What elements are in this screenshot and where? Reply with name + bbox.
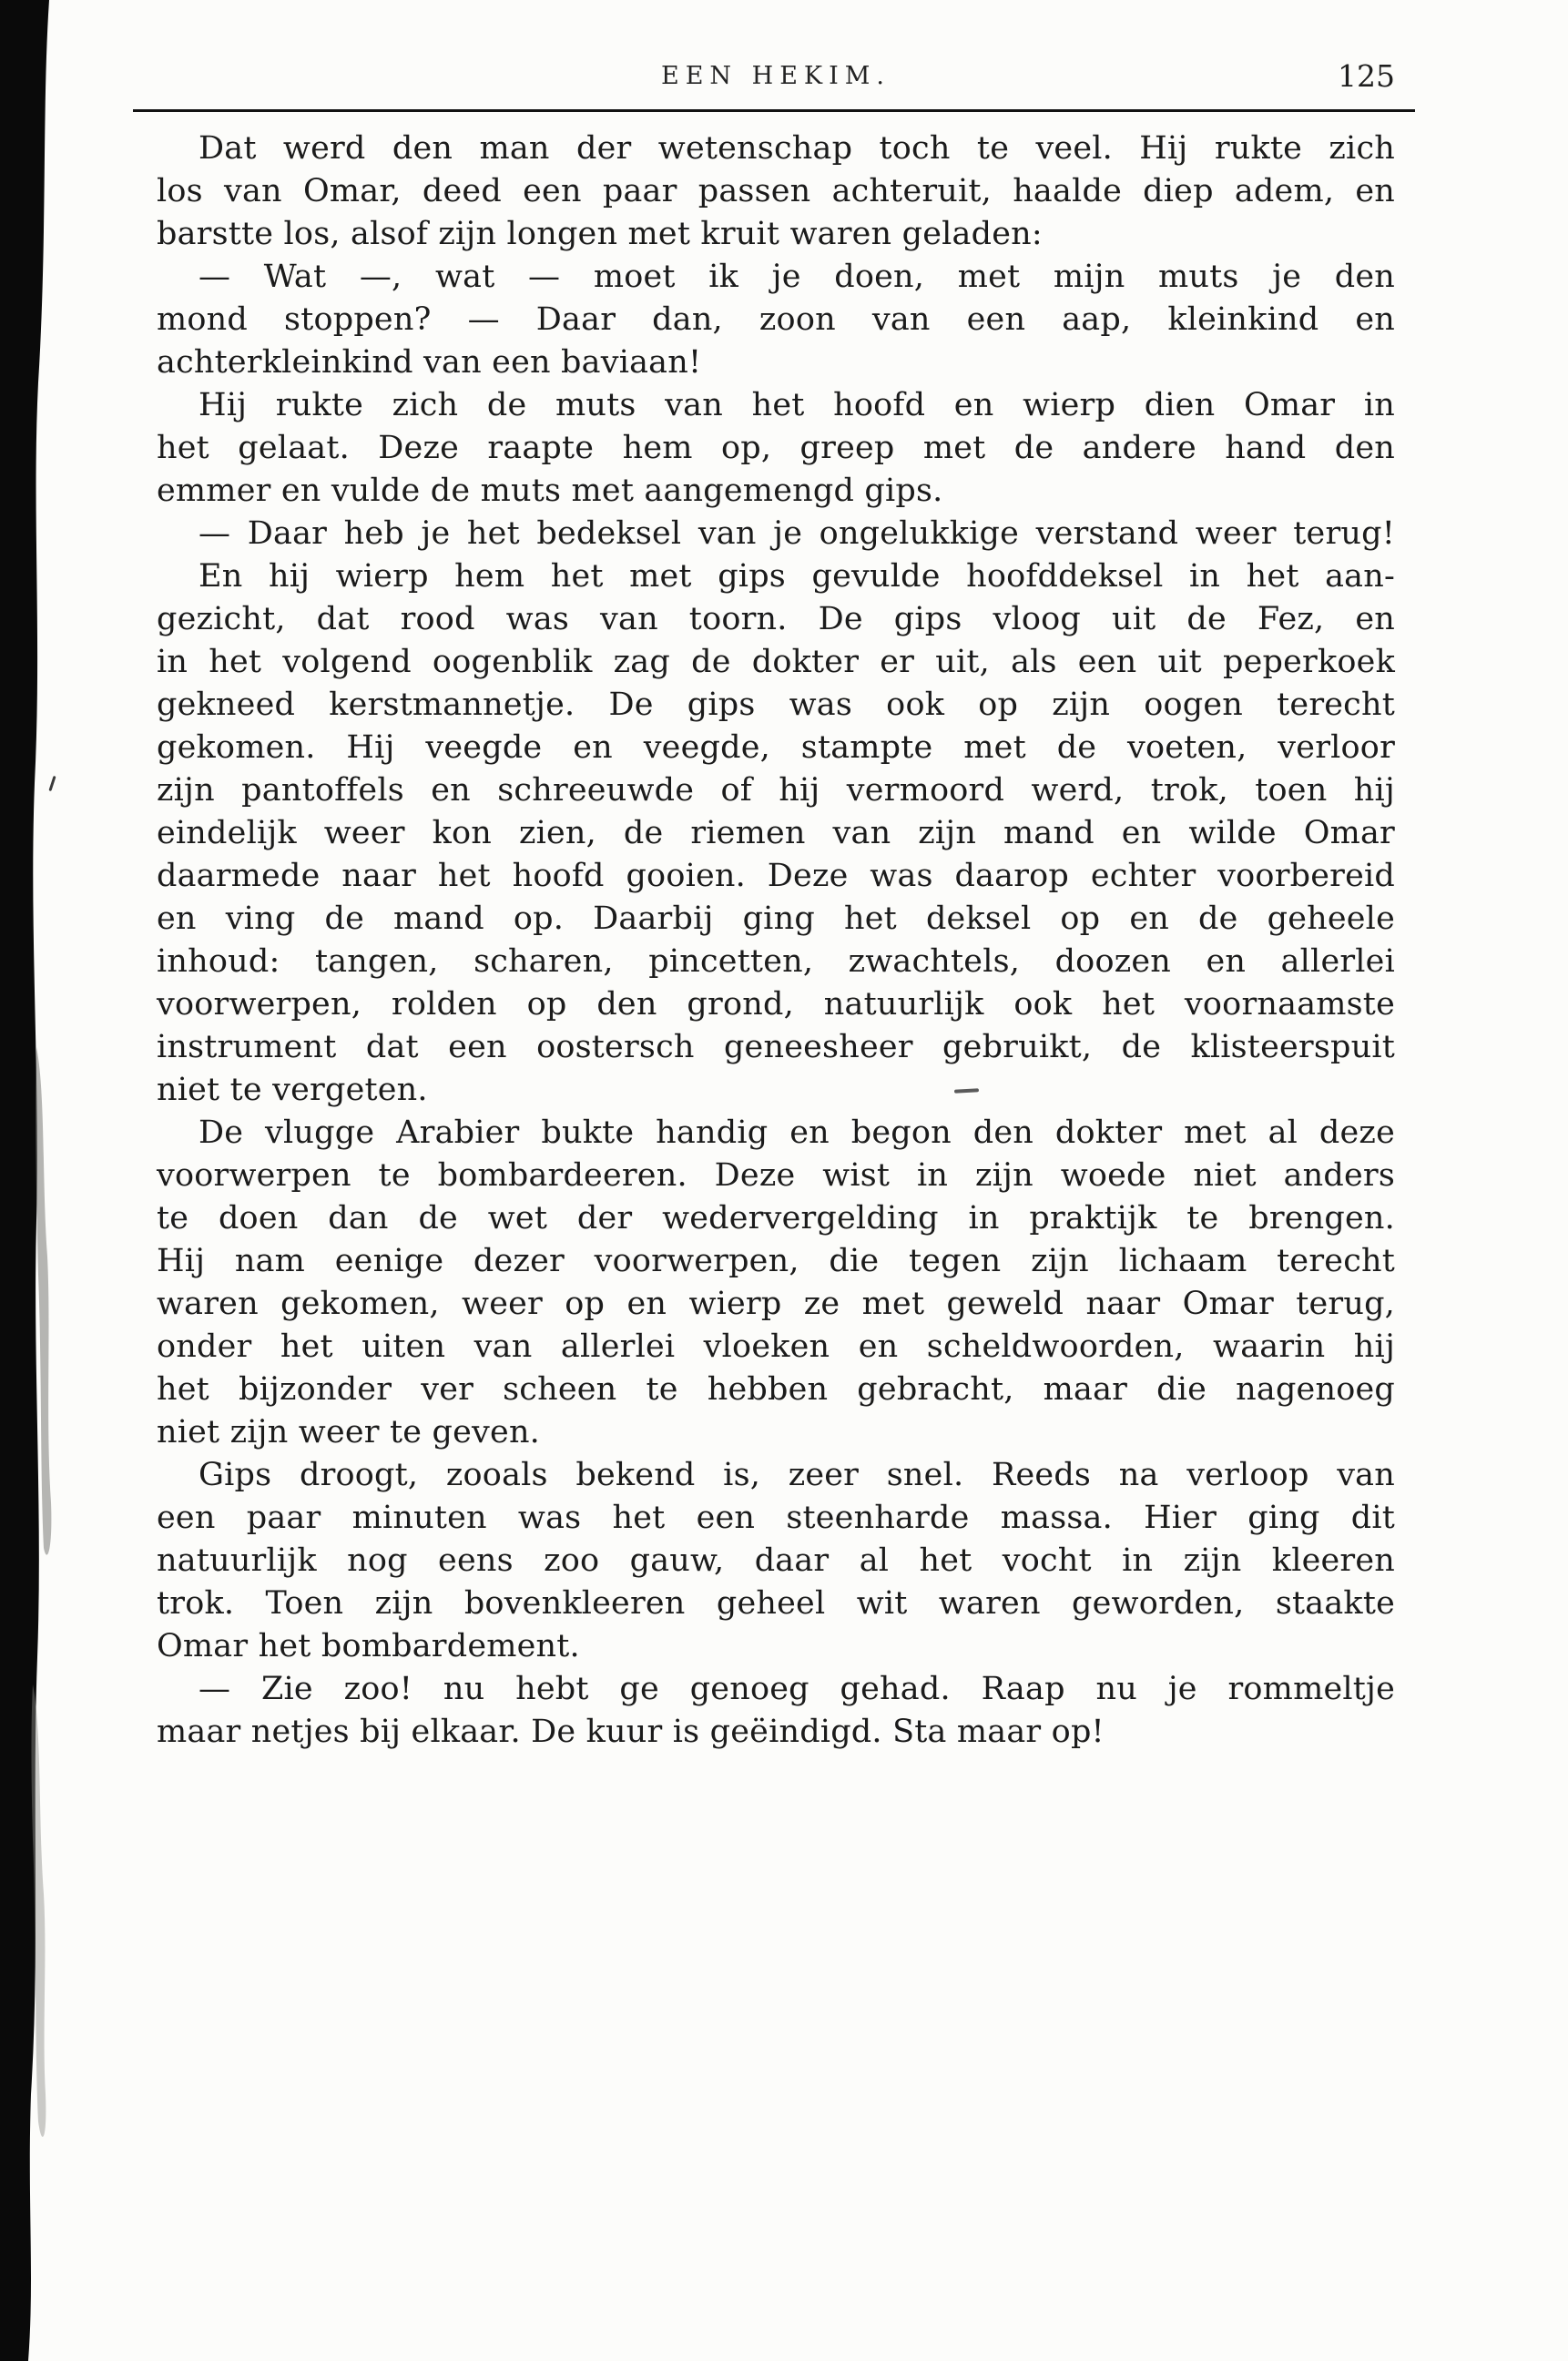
margin-mark [48, 776, 56, 791]
text-line: maar netjes bij elkaar. De kuur is geëindigd. Sta maar op! [157, 1714, 1105, 1750]
text-line: gezicht, dat rood was van toorn. De gips vloog uit de Fez, en [157, 601, 1395, 637]
text-line: onder het uiten van allerlei vloeken en scheldwoorden, waarin hij [157, 1328, 1395, 1365]
text-line: Hij nam eenige dezer voorwerpen, die tegen zijn lichaam terecht [157, 1243, 1395, 1279]
text-line: En hij wierp hem het met gips gevulde hoofddeksel in het aan- [199, 558, 1395, 595]
text-line: gekneed kerstmannetje. De gips was ook op zijn oogen terecht [157, 687, 1395, 723]
text-line: in het volgend oogenblik zag de dokter er uit, als een uit peperkoek [157, 644, 1395, 680]
text-line: — Daar heb je het bedeksel van je ongelukkige verstand weer terug! [199, 515, 1395, 552]
text-line: een paar minuten was het een steenharde massa. Hier ging dit [157, 1500, 1395, 1536]
page-header [157, 56, 1395, 97]
text-line: het gelaat. Deze raapte hem op, greep met de andere hand den [157, 430, 1395, 466]
text-line: mond stoppen? — Daar dan, zoon van een aap, kleinkind en [157, 301, 1395, 338]
text-line: trok. Toen zijn bovenkleeren geheel wit waren geworden, staakte [157, 1585, 1395, 1622]
text-line: zijn pantoffels en schreeuwde of hij vermoord werd, trok, toen hij [157, 772, 1395, 809]
text-line: los van Omar, deed een paar passen achteruit, haalde diep adem, en [157, 173, 1395, 209]
text-line: emmer en vulde de muts met aangemengd gips. [157, 473, 943, 509]
text-line: niet te vergeten. [157, 1072, 428, 1108]
text-line: barstte los, alsof zijn longen met kruit waren geladen: [157, 216, 1043, 252]
text-line: voorwerpen te bombardeeren. Deze wist in zijn woede niet anders [157, 1157, 1395, 1194]
text-line: voorwerpen, rolden op den grond, natuurlijk ook het voornaamste [157, 986, 1395, 1023]
text-line: te doen dan de wet der wedervergelding in praktijk te brengen. [157, 1200, 1395, 1236]
text-line: daarmede naar het hoofd gooien. Deze was daarop echter voorbereid [157, 858, 1395, 894]
text-line: gekomen. Hij veegde en veegde, stampte met de voeten, verloor [157, 729, 1395, 766]
running-title: EEN HEKIM. [661, 62, 891, 90]
text-line: inhoud: tangen, scharen, pincetten, zwachtels, doozen en allerlei [157, 943, 1395, 980]
spine-shadow-graphic [0, 0, 64, 2361]
text-line: en ving de mand op. Daarbij ging het deksel op en de geheele [157, 901, 1395, 937]
text-line: instrument dat een oostersch geneesheer gebruikt, de klisteerspuit [157, 1029, 1395, 1065]
text-line: het bijzonder ver scheen te hebben gebracht, maar die nagenoeg [157, 1371, 1395, 1408]
text-line: — Wat —, wat — moet ik je doen, met mijn muts je den [199, 259, 1395, 295]
text-line: — Zie zoo! nu hebt ge genoeg gehad. Raap nu je rommeltje [199, 1671, 1395, 1707]
text-line: waren gekomen, weer op en wierp ze met geweld naar Omar terug, [157, 1286, 1395, 1322]
text-line: natuurlijk nog eens zoo gauw, daar al het vocht in zijn kleeren [157, 1542, 1395, 1579]
text-line: Gips droogt, zooals bekend is, zeer snel. Reeds na verloop van [199, 1457, 1395, 1493]
spine-shadow [0, 0, 64, 2361]
text-block [157, 127, 1395, 1754]
page-number: 125 [1338, 58, 1395, 94]
text-line: Hij rukte zich de muts van het hoofd en wierp dien Omar in [199, 387, 1395, 423]
text-line: niet zijn weer te geven. [157, 1414, 541, 1450]
text-line: achterkleinkind van een baviaan! [157, 344, 702, 381]
header-rule [133, 109, 1415, 112]
text-line: Omar het bombardement. [157, 1628, 580, 1664]
text-line: De vlugge Arabier bukte handig en begon den dokter met al deze [199, 1114, 1395, 1151]
text-line: eindelijk weer kon zien, de riemen van zijn mand en wilde Omar [157, 815, 1395, 851]
text-line: Dat werd den man der wetenschap toch te veel. Hij rukte zich [199, 130, 1395, 167]
